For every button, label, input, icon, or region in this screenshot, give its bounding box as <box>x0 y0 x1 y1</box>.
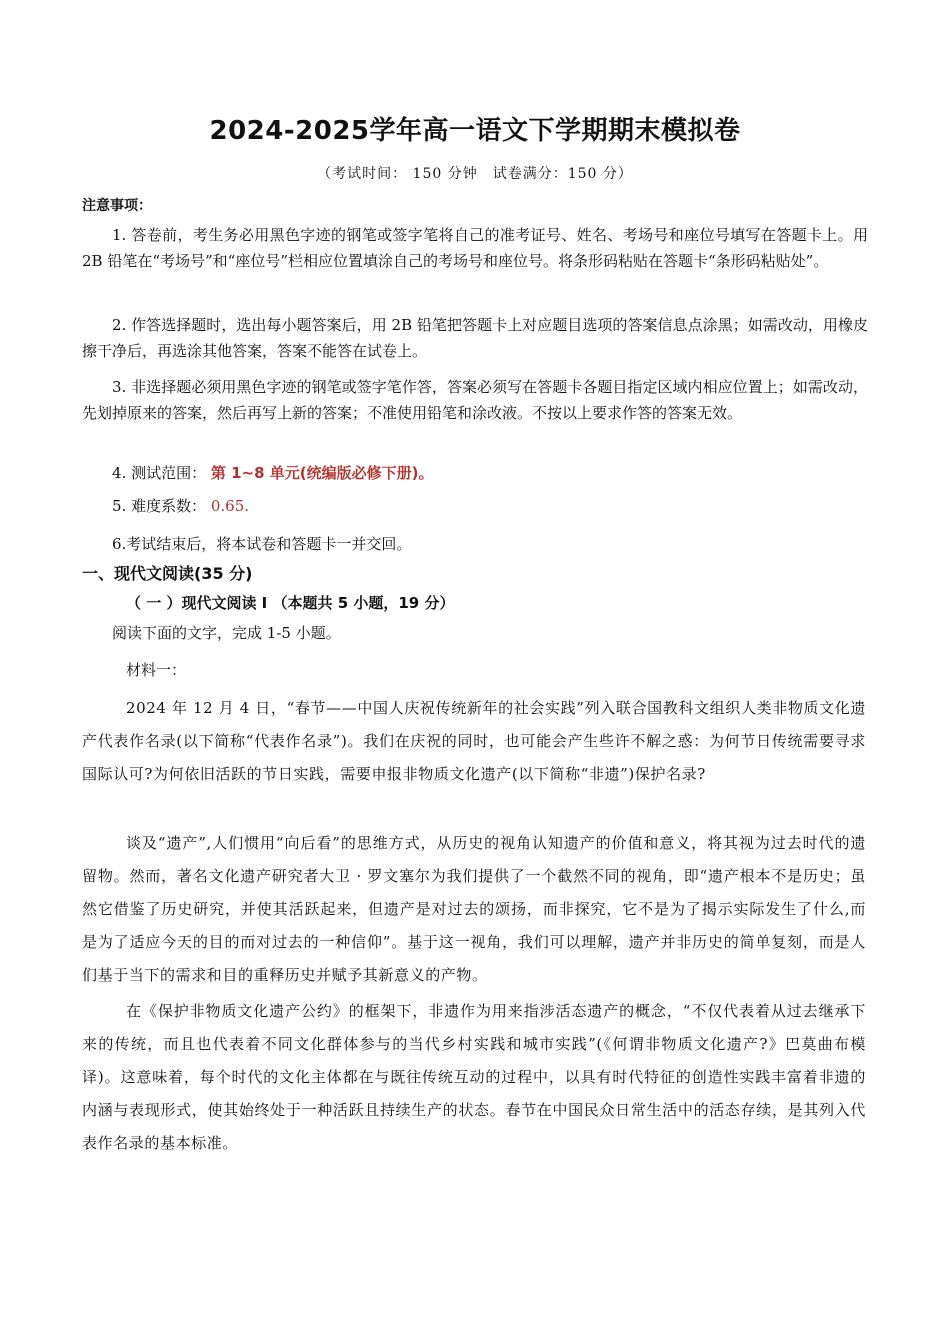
notice-item-5 <box>112 495 249 516</box>
notice-heading: 注意事项： <box>82 198 152 214</box>
notice-item-5-label: 5. 难度系数： <box>112 497 207 515</box>
difficulty-value: 0.65. <box>210 497 250 515</box>
page-title: 2024-2025学年高一语文下学期期末模拟卷 <box>209 116 741 146</box>
notice-item-1: 1. 答卷前，考生务必用黑色字迹的钢笔或签字笔将自己的准考证号、姓名、考场号和座位号填写在答题卡上。用 2B 铅笔在“考场号”和“座位号”栏相应位置填涂自己的考场号和座位号。将条形码粘贴在答题卡“条形码粘贴处”。 <box>82 226 868 270</box>
notice-item-3: 3. 非选择题必须用黑色字迹的钢笔或签字笔作答，答案必须写在答题卡各题目指定区域内相应位置上；如需改动，先划掉原来的答案，然后再写上新的答案；不准使用铅笔和涂改液。不按以上要求作答的答案无效。 <box>82 378 868 422</box>
subsection-heading: （ 一 ）现代文阅读 I （本题共 5 小题，19 分） <box>126 594 455 612</box>
body-paragraph: 谈及“遗产”,人们惯用“向后看”的思维方式，从历史的视角认知遗产的价值和意义，将其视为过去时代的遗留物。然而，著名文化遗产研究者大卫 · 罗文塞尔为我们提供了一个截然不同的视角，即“遗产根本不是历史；虽然它借鉴了历史研究，并使其活跃起来，但遗产是对过去的颂扬，而非探究，它不是为了揭示实际发生了什么,而是为了适应今天的目的而对过去的一种信仰”。基于这一视角，我们可以理解，遗产并非历史的简单复刻，而是人们基于当下的需求和目的重释历史并赋予其新意义的产物。 <box>82 834 866 984</box>
material-label: 材料一： <box>126 661 187 679</box>
test-scope-value: 第 1~8 单元(统编版必修下册)。 <box>210 464 434 482</box>
section-heading: 一、现代文阅读(35 分) <box>82 564 253 583</box>
notice-item-4-label: 4. 测试范围： <box>112 464 207 482</box>
notice-item-2: 2. 作答选择题时，选出每小题答案后，用 2B 铅笔把答题卡上对应题目选项的答案信息点涂黑；如需改动，用橡皮擦干净后，再选涂其他答案，答案不能答在试卷上。 <box>82 316 868 360</box>
exam-time-info: （考试时间： 150 分钟 试卷满分：150 分） <box>317 166 633 182</box>
reading-instruction: 阅读下面的文字，完成 1-5 小题。 <box>112 624 341 642</box>
body-paragraph: 在《保护非物质文化遗产公约》的框架下，非遗作为用来指涉活态遗产的概念，“不仅代表着从过去继承下来的传统，而且也代表着不同文化群体参与的当代乡村实践和城市实践”(《何谓非物质文化遗产?》巴莫曲布模译)。这意味着，每个时代的文化主体都在与既往传统互动的过程中，以具有时代特征的创造性实践丰富着非遗的内涵与表现形式，使其始终处于一种活跃且持续生产的状态。春节在中国民众日常生活中的活态存续，是其列入代表作名录的基本标准。 <box>82 1002 866 1152</box>
body-paragraph: 2024 年 12 月 4 日，“春节——中国人庆祝传统新年的社会实践”列入联合国教科文组织人类非物质文化遗产代表作名录(以下简称“代表作名录”)。我们在庆祝的同时，也可能会产生些许不解之惑：为何节日传统需要寻求国际认可?为何依旧活跃的节日实践，需要申报非物质文化遗产(以下简称“非遗”)保护名录? <box>82 699 866 783</box>
notice-item-4 <box>112 462 433 483</box>
notice-item-6: 6.考试结束后，将本试卷和答题卡一并交回。 <box>112 535 412 553</box>
